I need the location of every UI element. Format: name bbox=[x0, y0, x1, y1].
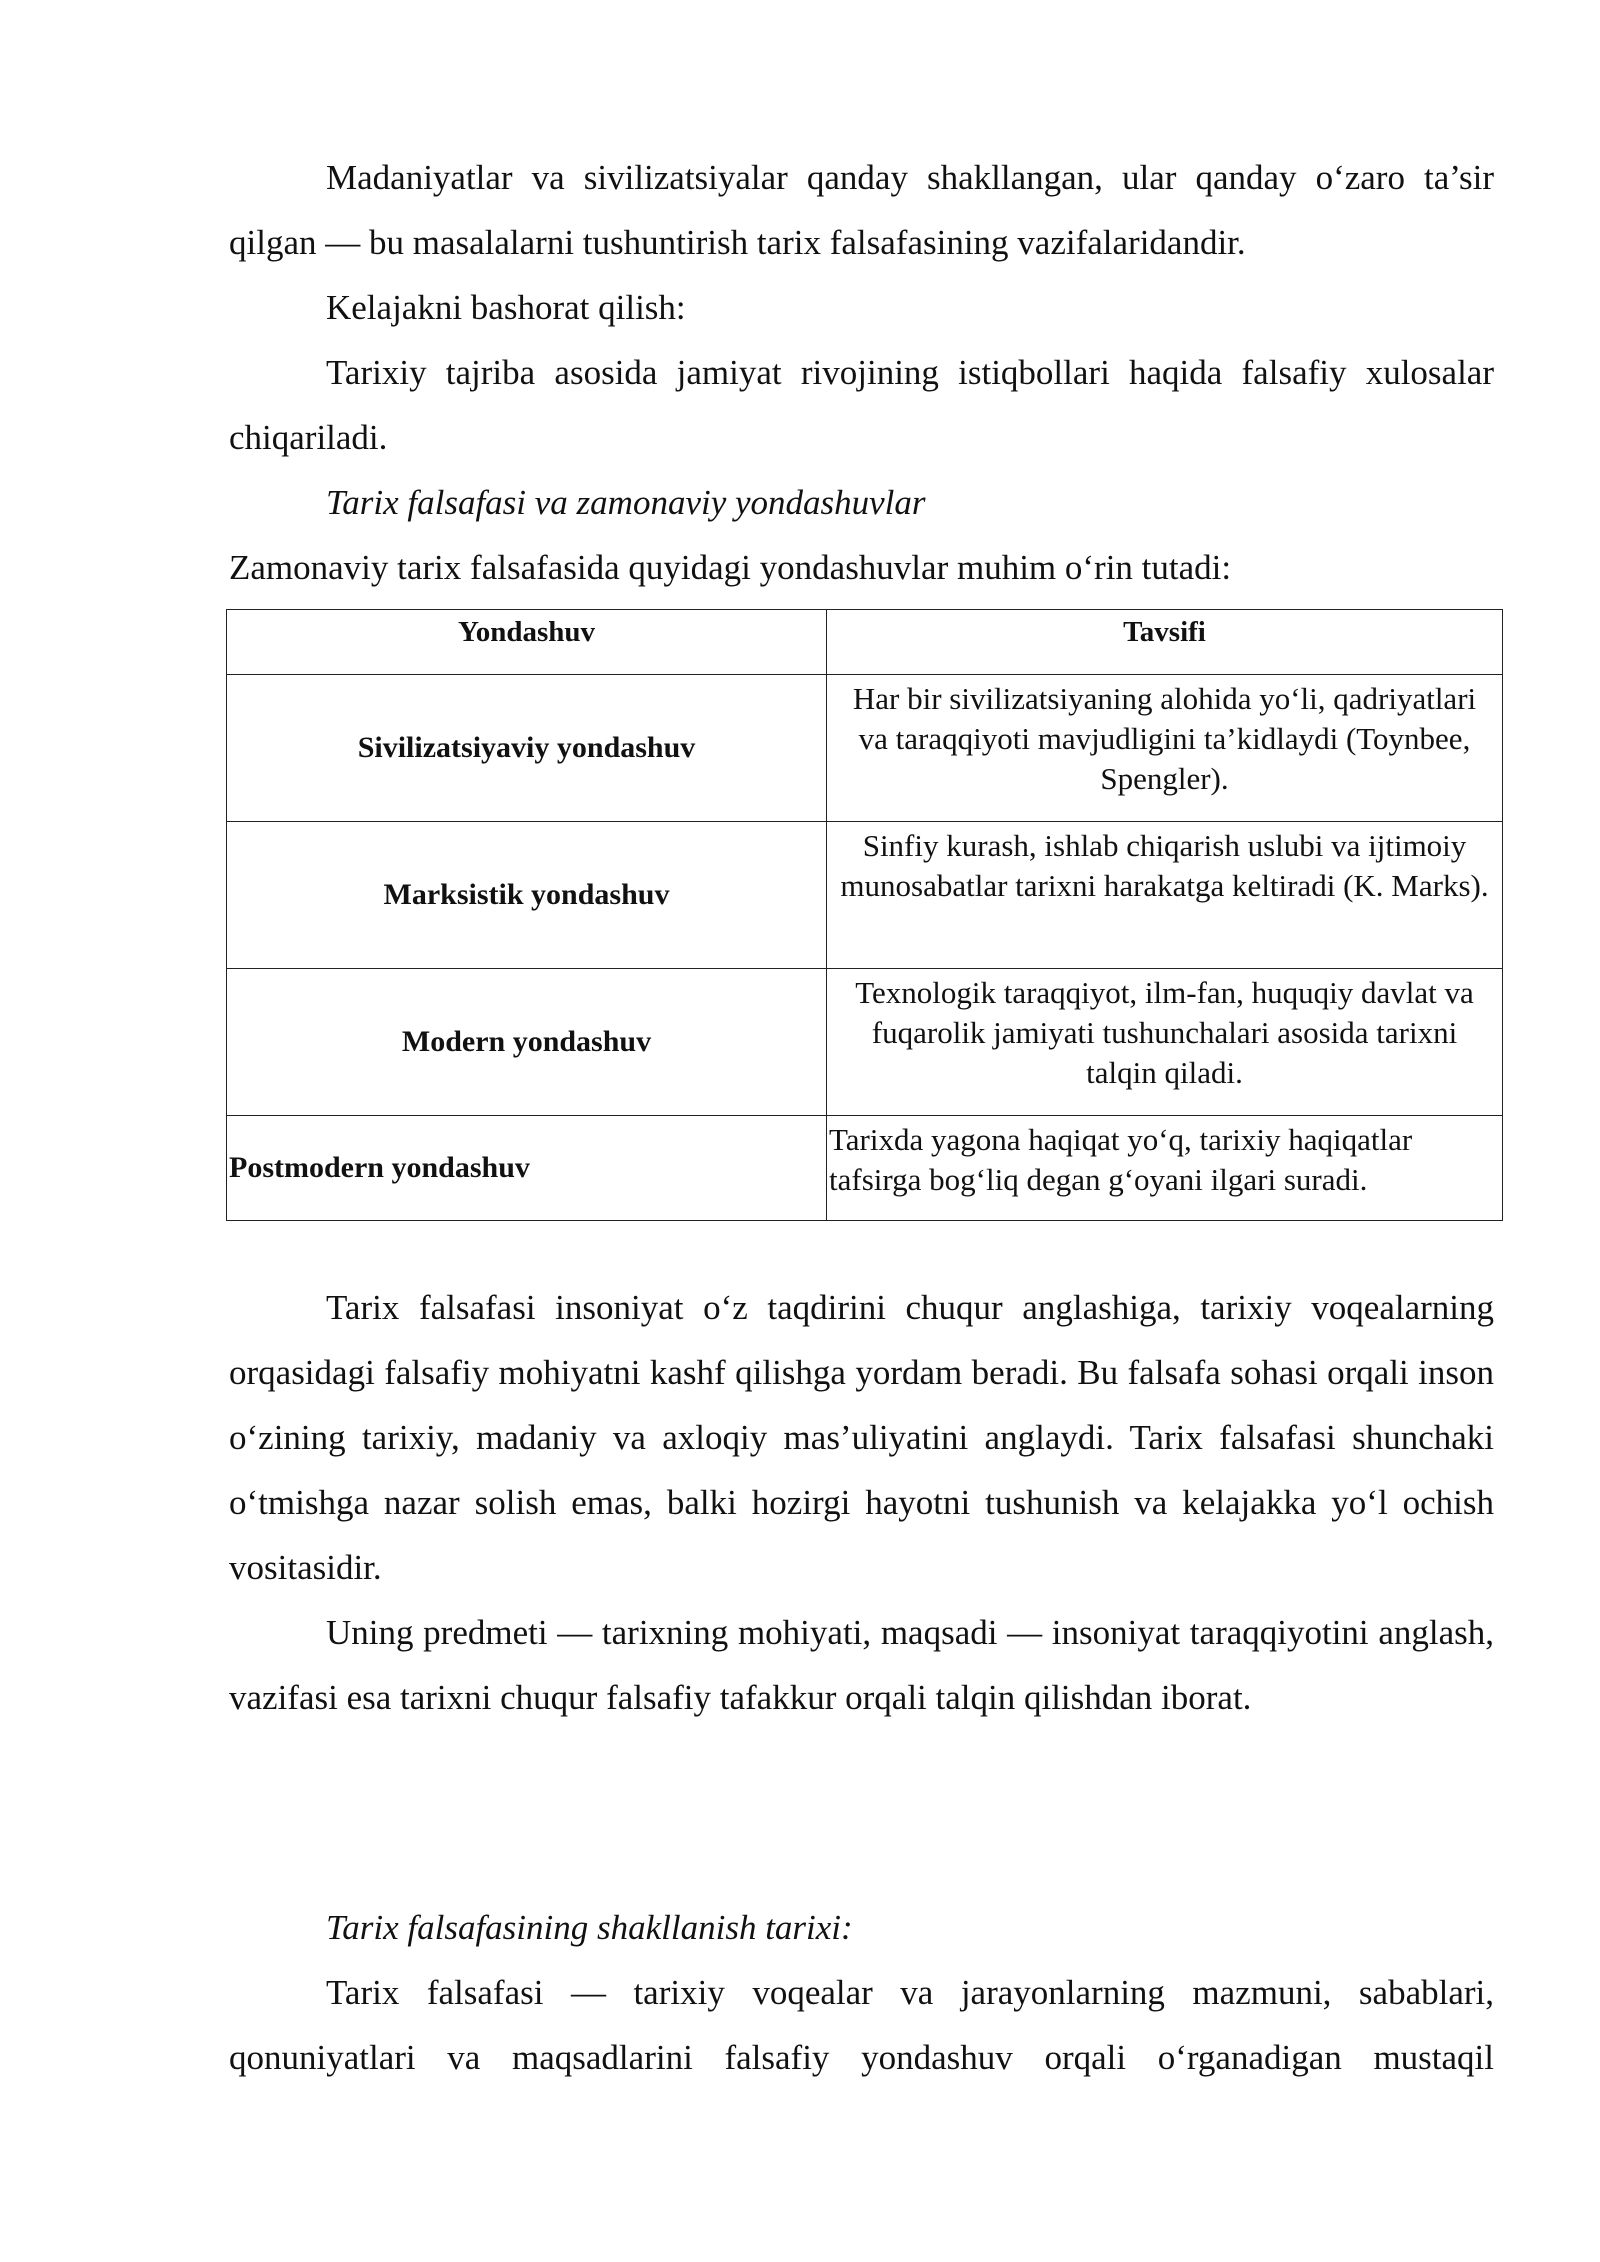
paragraph-history: Tarix falsafasi — tarixiy voqealar va jarayonlarning mazmuni, sabablari, qonuniyatlari va maqsadlarini falsafiy yondashuv orqali o‘rganadigan mustaqil bbox=[229, 1973, 1494, 2077]
table-row bbox=[227, 822, 1503, 969]
table-intro: Zamonaviy tarix falsafasida quyidagi yondashuvlar muhim o‘rin tutadi: bbox=[229, 548, 1232, 587]
approach-description: Texnologik taraqqiyot, ilm-fan, huquqiy davlat va fuqarolik jamiyati tushunchalari asosida tarixni talqin qiladi. bbox=[827, 969, 1503, 1116]
approach-description: Sinfiy kurash, ishlab chiqarish uslubi va ijtimoiy munosabatlar tarixni harakatga keltiradi (K. Marks). bbox=[827, 822, 1503, 969]
table-row bbox=[227, 1116, 1503, 1221]
intro-block bbox=[229, 145, 1494, 600]
history-heading: Tarix falsafasining shakllanish tarixi: bbox=[326, 1908, 853, 1947]
paragraph-forecast: Tarixiy tajriba asosida jamiyat rivojining istiqbollari haqida falsafiy xulosalar chiqariladi. bbox=[229, 353, 1494, 457]
paragraph-conclusion: Tarix falsafasi insoniyat o‘z taqdirini chuqur anglashiga, tarixiy voqealarning orqasidagi falsafiy mohiyatni kashf qilishga yordam beradi. Bu falsafa sohasi orqali inson o‘zining tarixiy, madaniy va axloqiy mas’uliyatini anglaydi. Tarix falsafasi shunchaki o‘tmishga nazar solish emas, balki hozirgi hayotni tushunish va kelajakka yo‘l ochish vositasidir. bbox=[229, 1288, 1494, 1587]
approach-name: Sivilizatsiyaviy yondashuv bbox=[227, 675, 827, 822]
table-header-row bbox=[227, 610, 1503, 675]
table-row bbox=[227, 675, 1503, 822]
header-description: Tavsifi bbox=[827, 610, 1503, 675]
approach-name: Modern yondashuv bbox=[227, 969, 827, 1116]
section-heading: Tarix falsafasi va zamonaviy yondashuvlar bbox=[326, 483, 926, 522]
approach-name: Marksistik yondashuv bbox=[227, 822, 827, 969]
table-row bbox=[227, 969, 1503, 1116]
paragraph-forecast-heading: Kelajakni bashorat qilish: bbox=[326, 288, 686, 327]
approach-name: Postmodern yondashuv bbox=[227, 1116, 827, 1221]
paragraph-civilizations: Madaniyatlar va sivilizatsiyalar qanday shakllangan, ular qanday o‘zaro ta’sir qilgan — bu masalalarni tushuntirish tarix falsafasining vazifalaridandir. bbox=[229, 158, 1494, 262]
conclusion-block bbox=[229, 1275, 1494, 1730]
approach-description: Tarixda yagona haqiqat yo‘q, tarixiy haqiqatlar tafsirga bog‘liq degan g‘oyani ilgari suradi. bbox=[827, 1116, 1503, 1221]
approaches-table bbox=[226, 609, 1503, 1221]
approach-description: Har bir sivilizatsiyaning alohida yo‘li, qadriyatlari va taraqqiyoti mavjudligini ta’kidlaydi (Toynbee, Spengler). bbox=[827, 675, 1503, 822]
paragraph-subject: Uning predmeti — tarixning mohiyati, maqsadi — insoniyat taraqqiyotini anglash, vazifasi esa tarixni chuqur falsafiy tafakkur orqali talqin qilishdan iborat. bbox=[229, 1613, 1494, 1717]
history-block bbox=[229, 1895, 1494, 2090]
header-approach: Yondashuv bbox=[227, 610, 827, 675]
